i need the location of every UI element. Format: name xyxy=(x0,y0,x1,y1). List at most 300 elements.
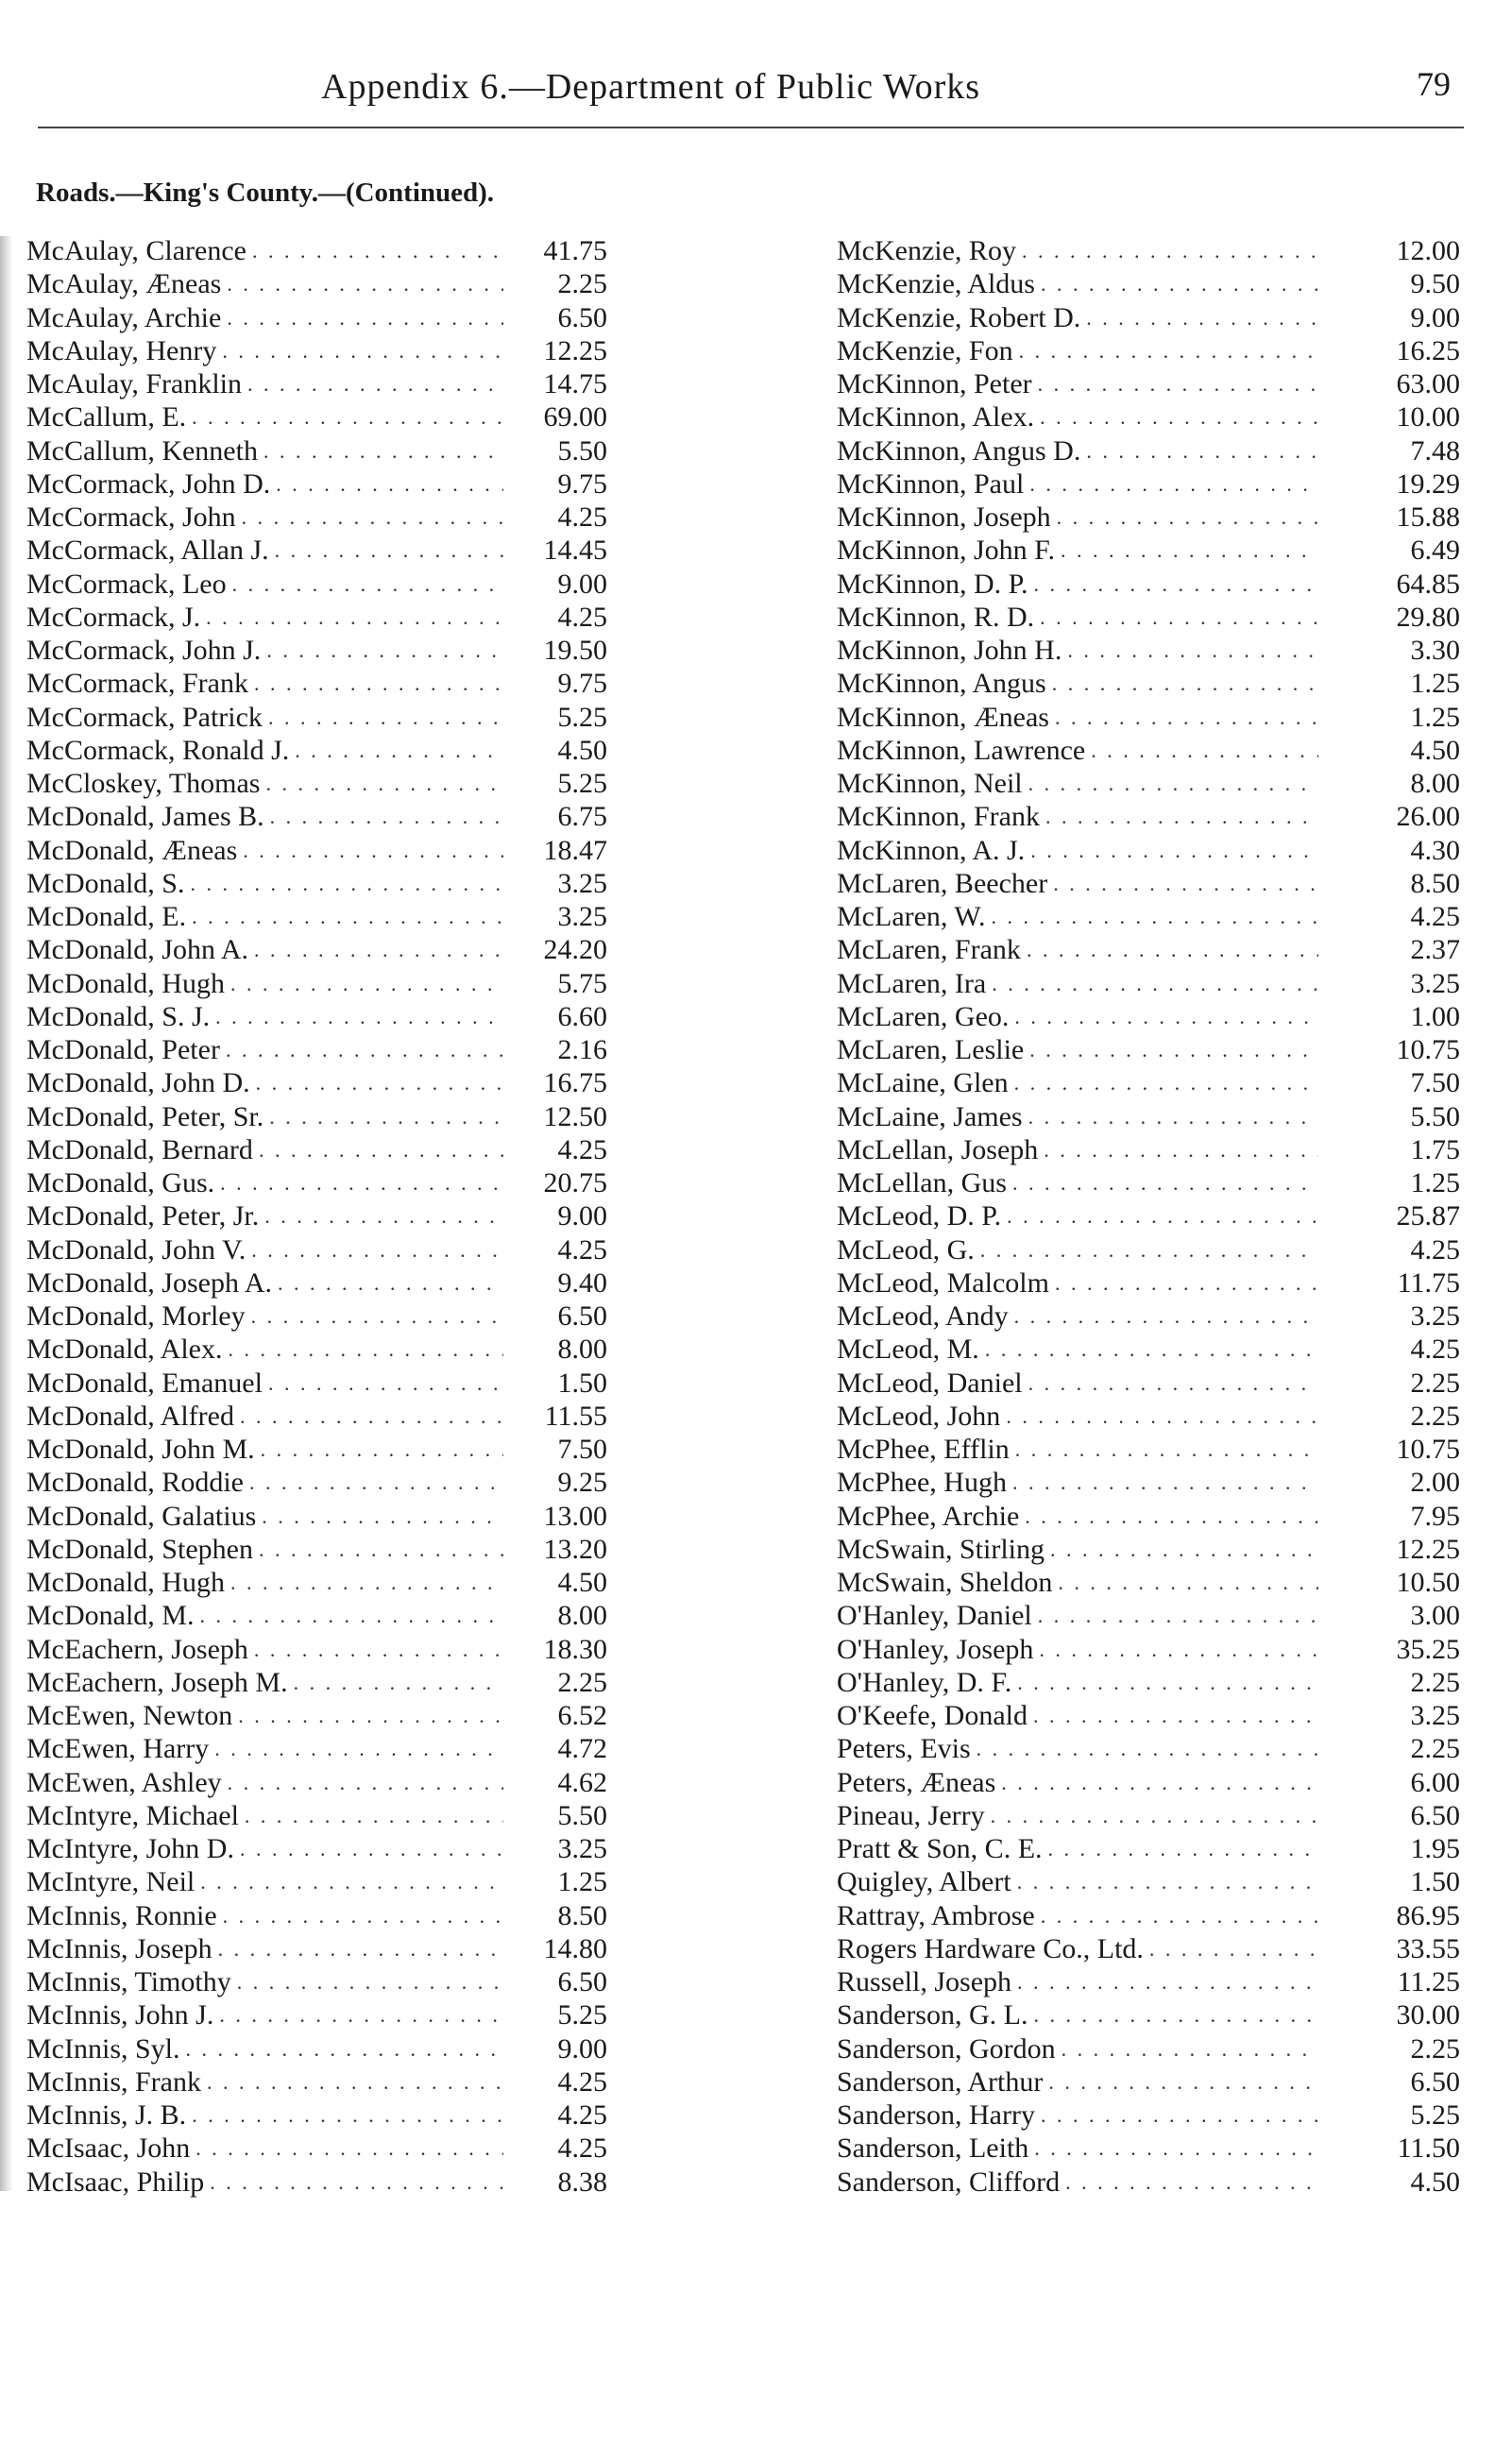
dot-leader xyxy=(1017,1666,1318,1699)
payee-name: McIntyre, Neil xyxy=(26,1866,195,1898)
payee-name: McLeod, Malcolm xyxy=(837,1266,1049,1299)
entry-name-cell xyxy=(26,568,503,601)
payee-name: Sanderson, Arthur xyxy=(837,2065,1044,2098)
entry-name-cell xyxy=(837,667,1318,700)
payment-amount: 9.00 xyxy=(1410,301,1460,333)
entry-name-cell xyxy=(837,2132,1318,2165)
payee-name: McInnis, J. B. xyxy=(26,2099,187,2131)
list-item xyxy=(26,900,659,933)
payment-amount: 86.95 xyxy=(1396,1899,1460,1931)
dot-leader xyxy=(191,867,504,900)
entry-name-cell xyxy=(26,234,503,267)
payment-amount: 3.25 xyxy=(557,901,607,932)
dot-leader xyxy=(1028,1100,1318,1133)
payee-name: McKinnon, Æneas xyxy=(837,701,1049,733)
entry-name-cell xyxy=(837,1699,1318,1732)
dot-leader xyxy=(227,267,503,300)
entry-name-cell xyxy=(26,534,503,567)
list-item xyxy=(837,467,1470,501)
dot-leader xyxy=(275,534,503,567)
payment-amount: 11.75 xyxy=(1397,1266,1460,1299)
dot-leader xyxy=(1012,1466,1318,1499)
list-item xyxy=(26,301,659,334)
list-item xyxy=(26,367,659,400)
dot-leader xyxy=(230,967,503,1000)
list-item xyxy=(837,334,1470,367)
payee-name: Peters, Evis xyxy=(837,1733,971,1765)
dot-leader xyxy=(276,467,503,501)
list-item xyxy=(837,1633,1470,1666)
payment-amount: 26.00 xyxy=(1396,801,1460,833)
dot-leader xyxy=(1038,367,1318,400)
entry-name-cell xyxy=(837,334,1318,367)
payee-name: McDonald, M. xyxy=(26,1600,195,1632)
payment-amount: 6.50 xyxy=(1410,1799,1460,1831)
payee-name: McAulay, Henry xyxy=(26,334,217,366)
entry-name-cell xyxy=(26,301,503,334)
entry-name-cell xyxy=(837,1133,1318,1166)
payee-name: McCormack, John xyxy=(26,501,236,533)
entry-name-cell xyxy=(26,2065,503,2099)
dot-leader xyxy=(1055,1266,1318,1300)
page-edge-shadow xyxy=(0,236,13,2191)
payment-amount: 5.25 xyxy=(1410,2099,1460,2131)
payment-amount: 4.25 xyxy=(557,501,607,533)
dot-leader xyxy=(1019,334,1318,367)
entry-name-cell xyxy=(26,601,503,634)
entry-name-cell xyxy=(26,1865,503,1898)
payment-amount: 6.00 xyxy=(1410,1766,1460,1798)
payment-amount: 7.48 xyxy=(1410,434,1460,467)
payee-name: McCallum, E. xyxy=(26,401,187,433)
dot-leader xyxy=(264,1199,503,1232)
list-item xyxy=(26,1133,659,1166)
payee-name: McLeod, G. xyxy=(837,1233,975,1266)
list-item xyxy=(26,1699,659,1732)
entry-name-cell xyxy=(837,1732,1318,1765)
payee-name: McKinnon, Joseph xyxy=(837,501,1051,533)
payment-amount: 9.00 xyxy=(557,1200,607,1232)
entry-name-cell xyxy=(837,301,1318,334)
entry-name-cell xyxy=(26,2166,503,2199)
dot-leader xyxy=(223,1899,503,1932)
payee-name: Sanderson, Clifford xyxy=(837,2166,1061,2198)
entry-name-cell xyxy=(26,1233,503,1266)
payment-amount: 14.45 xyxy=(543,535,607,567)
list-item xyxy=(837,1533,1470,1566)
payment-amount: 4.25 xyxy=(557,2065,607,2098)
list-item xyxy=(837,1266,1470,1300)
dot-leader xyxy=(991,900,1318,933)
dot-leader xyxy=(254,933,503,966)
dot-leader xyxy=(268,701,503,734)
payment-amount: 2.00 xyxy=(1410,1467,1460,1499)
dot-leader xyxy=(1001,1766,1318,1799)
entry-name-cell xyxy=(837,634,1318,667)
entry-name-cell xyxy=(26,2032,503,2065)
dot-leader xyxy=(199,1599,503,1632)
dot-leader xyxy=(242,501,503,534)
entry-name-cell xyxy=(837,1932,1318,1965)
payment-amount: 1.25 xyxy=(557,1866,607,1898)
payment-amount: 8.38 xyxy=(557,2166,607,2198)
dot-leader xyxy=(1061,534,1318,567)
entry-name-cell xyxy=(837,1033,1318,1066)
dot-leader xyxy=(259,1533,503,1566)
dot-leader xyxy=(1091,734,1318,767)
payee-name: McInnis, Syl. xyxy=(26,2032,180,2065)
list-item xyxy=(837,967,1470,1000)
list-item xyxy=(26,1433,659,1466)
dot-leader xyxy=(220,1166,503,1199)
entry-name-cell xyxy=(26,267,503,300)
payee-name: McKinnon, John F. xyxy=(837,535,1055,567)
list-item xyxy=(837,1599,1470,1632)
payee-name: Pineau, Jerry xyxy=(837,1799,985,1831)
dot-leader xyxy=(238,1699,503,1732)
dot-leader xyxy=(206,601,503,634)
list-item xyxy=(837,434,1470,467)
payee-name: McLeod, D. P. xyxy=(837,1200,1002,1232)
dot-leader xyxy=(1044,1133,1318,1166)
payee-name: McAulay, Æneas xyxy=(26,268,222,300)
dot-leader xyxy=(1041,1899,1318,1932)
payment-amount: 1.25 xyxy=(1410,668,1460,700)
payee-name: McIntyre, Michael xyxy=(26,1799,239,1831)
list-item xyxy=(26,1566,659,1599)
dot-leader xyxy=(1029,467,1318,501)
payment-amount: 41.75 xyxy=(543,235,607,266)
entry-name-cell xyxy=(837,1266,1318,1300)
entry-name-cell xyxy=(26,1000,503,1033)
dot-leader xyxy=(1022,234,1318,267)
entry-name-cell xyxy=(26,1533,503,1566)
entry-name-cell xyxy=(837,1367,1318,1400)
dot-leader xyxy=(1028,767,1318,800)
entry-name-cell xyxy=(837,1400,1318,1433)
list-item xyxy=(837,1965,1470,1998)
payee-name: McIntyre, John D. xyxy=(26,1833,234,1864)
entry-name-cell xyxy=(26,867,503,900)
payee-name: Pratt & Son, C. E. xyxy=(837,1833,1043,1864)
payment-amount: 2.25 xyxy=(1410,1733,1460,1765)
payee-name: McDonald, Bernard xyxy=(26,1133,253,1165)
payee-name: McKinnon, Angus xyxy=(837,668,1046,700)
payee-name: Rattray, Ambrose xyxy=(837,1899,1035,1931)
list-item xyxy=(837,1466,1470,1499)
payment-amount: 11.25 xyxy=(1397,1966,1460,1997)
payment-amount: 9.40 xyxy=(557,1266,607,1299)
dot-leader xyxy=(1033,1699,1318,1732)
payee-name: McDonald, Alfred xyxy=(26,1400,234,1432)
list-item xyxy=(837,1699,1470,1732)
dot-leader xyxy=(232,568,503,601)
entry-name-cell xyxy=(837,1766,1318,1799)
list-item xyxy=(837,1799,1470,1832)
list-item xyxy=(26,834,659,867)
payment-amount: 1.75 xyxy=(1410,1133,1460,1165)
dot-leader xyxy=(1045,800,1318,833)
entry-name-cell xyxy=(26,1899,503,1932)
payee-name: McDonald, E. xyxy=(26,901,187,932)
entry-name-cell xyxy=(26,734,503,767)
payment-amount: 9.50 xyxy=(1410,268,1460,300)
entry-name-cell xyxy=(837,701,1318,734)
payee-name: McKinnon, Frank xyxy=(837,801,1040,833)
dot-leader xyxy=(261,1433,503,1466)
dot-leader xyxy=(249,1466,503,1499)
list-item xyxy=(26,2032,659,2065)
dot-leader xyxy=(1017,1865,1318,1898)
payee-name: McEwen, Newton xyxy=(26,1700,233,1731)
dot-leader xyxy=(985,1333,1318,1366)
entry-name-cell xyxy=(26,1367,503,1400)
entry-name-cell xyxy=(26,1832,503,1865)
entry-name-cell xyxy=(26,1400,503,1433)
payment-amount: 2.25 xyxy=(1410,1367,1460,1399)
list-item xyxy=(837,301,1470,334)
list-item xyxy=(26,867,659,900)
list-item xyxy=(837,634,1470,667)
payment-amount: 63.00 xyxy=(1396,368,1460,399)
payment-amount: 1.00 xyxy=(1410,1000,1460,1032)
list-item xyxy=(837,534,1470,567)
page-header xyxy=(0,57,1512,113)
list-item xyxy=(26,1000,659,1033)
dot-leader xyxy=(222,334,503,367)
dot-leader xyxy=(1029,1033,1318,1066)
payment-amount: 4.25 xyxy=(1410,1233,1460,1266)
payee-name: McAulay, Clarence xyxy=(26,235,246,266)
payee-name: McCormack, Ronald J. xyxy=(26,734,290,766)
dot-leader xyxy=(256,1066,503,1099)
entry-name-cell xyxy=(26,434,503,467)
list-item xyxy=(26,967,659,1000)
payment-amount: 4.25 xyxy=(557,1233,607,1266)
payee-name: Quigley, Albert xyxy=(837,1866,1011,1898)
payment-amount: 3.25 xyxy=(1410,1300,1460,1332)
payment-amount: 4.25 xyxy=(1410,1334,1460,1366)
payment-amount: 12.50 xyxy=(543,1100,607,1132)
dot-leader xyxy=(268,1367,503,1400)
dot-leader xyxy=(252,234,503,267)
entry-name-cell xyxy=(26,900,503,933)
payee-name: Sanderson, Harry xyxy=(837,2099,1035,2131)
list-item xyxy=(837,1899,1470,1932)
dot-leader xyxy=(1050,1533,1318,1566)
payment-amount: 6.75 xyxy=(557,801,607,833)
payment-amount: 11.55 xyxy=(544,1400,607,1432)
dot-leader xyxy=(215,1000,503,1033)
list-item xyxy=(26,1100,659,1133)
payment-amount: 1.95 xyxy=(1410,1833,1460,1864)
dot-leader xyxy=(237,1965,503,1998)
payment-amount: 4.25 xyxy=(1410,901,1460,932)
payment-amount: 6.49 xyxy=(1410,535,1460,567)
list-item xyxy=(837,1367,1470,1400)
payment-amount: 1.50 xyxy=(1410,1866,1460,1898)
entry-name-cell xyxy=(837,734,1318,767)
dot-leader xyxy=(247,367,503,400)
dot-leader xyxy=(263,434,503,467)
payment-amount: 69.00 xyxy=(543,401,607,433)
entry-name-cell xyxy=(837,1066,1318,1099)
payee-name: McDonald, Morley xyxy=(26,1300,246,1332)
entry-name-cell xyxy=(26,834,503,867)
payee-name: McDonald, Stephen xyxy=(26,1533,253,1565)
payment-amount: 3.25 xyxy=(557,1833,607,1864)
list-item xyxy=(26,434,659,467)
dot-leader xyxy=(243,834,503,867)
entry-name-cell xyxy=(837,1566,1318,1599)
list-item xyxy=(837,1566,1470,1599)
list-item xyxy=(837,1766,1470,1799)
list-item xyxy=(837,1100,1470,1133)
list-item xyxy=(837,2032,1470,2065)
list-item xyxy=(26,1766,659,1799)
payment-amount: 6.50 xyxy=(557,1966,607,1997)
payee-name: McKinnon, Lawrence xyxy=(837,734,1086,766)
payment-amount: 35.25 xyxy=(1396,1633,1460,1665)
list-item xyxy=(26,1965,659,1998)
entry-name-cell xyxy=(837,967,1318,1000)
payee-name: McLaren, Geo. xyxy=(837,1000,1010,1032)
list-item xyxy=(26,1166,659,1199)
payment-amount: 10.75 xyxy=(1396,1034,1460,1065)
payment-amount: 64.85 xyxy=(1396,568,1460,600)
entry-name-cell xyxy=(26,2132,503,2165)
payee-name: McLeod, Andy xyxy=(837,1300,1009,1332)
payment-amount: 9.00 xyxy=(557,2032,607,2065)
list-item xyxy=(837,701,1470,734)
list-item xyxy=(26,1033,659,1066)
payee-name: McCormack, Patrick xyxy=(26,701,263,733)
payee-name: McAulay, Archie xyxy=(26,301,222,333)
payment-amount: 12.25 xyxy=(543,334,607,366)
payee-name: McEwen, Harry xyxy=(26,1733,210,1765)
dot-leader xyxy=(1025,1500,1318,1533)
payment-amount: 18.30 xyxy=(543,1633,607,1665)
list-item xyxy=(26,1233,659,1266)
dot-leader xyxy=(1040,400,1318,433)
entry-name-cell xyxy=(26,634,503,667)
payment-amount: 8.50 xyxy=(1410,867,1460,899)
payment-amount: 1.50 xyxy=(557,1367,607,1399)
dot-leader xyxy=(1086,301,1318,334)
dot-leader xyxy=(254,1633,503,1666)
list-item xyxy=(26,2065,659,2099)
payment-amount: 5.25 xyxy=(557,768,607,799)
dot-leader xyxy=(245,1799,503,1832)
payee-name: McKenzie, Fon xyxy=(837,334,1013,366)
dot-leader xyxy=(226,1033,503,1066)
payee-name: McIsaac, John xyxy=(26,2133,191,2165)
payee-name: McDonald, Hugh xyxy=(26,1567,225,1598)
list-item xyxy=(837,400,1470,433)
dot-leader xyxy=(230,1566,503,1599)
entry-name-cell xyxy=(837,2065,1318,2099)
entry-name-cell xyxy=(26,1965,503,1998)
dot-leader xyxy=(195,2132,503,2165)
list-item xyxy=(26,1865,659,1898)
payment-amount: 15.88 xyxy=(1396,501,1460,533)
payee-name: McCormack, Frank xyxy=(26,668,248,700)
dot-leader xyxy=(295,734,503,767)
payee-name: McLeod, M. xyxy=(837,1334,979,1366)
payee-name: McKenzie, Robert D. xyxy=(837,301,1081,333)
entry-name-cell xyxy=(26,1766,503,1799)
entry-name-cell xyxy=(837,800,1318,833)
list-item xyxy=(26,1633,659,1666)
dot-leader xyxy=(1057,501,1318,534)
payee-name: McKinnon, A. J. xyxy=(837,834,1026,866)
dot-leader xyxy=(240,1400,503,1433)
payment-amount: 2.25 xyxy=(1410,2032,1460,2065)
payee-name: McKinnon, Neil xyxy=(837,768,1023,799)
dot-leader xyxy=(200,1865,503,1898)
payee-name: McEachern, Joseph M. xyxy=(26,1666,288,1698)
entry-name-cell xyxy=(837,1333,1318,1366)
payee-name: McEachern, Joseph xyxy=(26,1633,248,1665)
payment-amount: 4.50 xyxy=(1410,734,1460,766)
payment-amount: 9.00 xyxy=(557,568,607,600)
list-item xyxy=(26,1998,659,2031)
entry-name-cell xyxy=(837,601,1318,634)
payee-name: McDonald, Joseph A. xyxy=(26,1266,272,1299)
entry-name-cell xyxy=(26,501,503,534)
payment-amount: 9.75 xyxy=(557,467,607,500)
list-item xyxy=(26,601,659,634)
payment-amount: 5.25 xyxy=(557,1999,607,2031)
list-item xyxy=(26,1466,659,1499)
right-column-list xyxy=(837,234,1470,2199)
entry-name-cell xyxy=(837,867,1318,900)
entry-name-cell xyxy=(837,367,1318,400)
payment-amount: 16.75 xyxy=(543,1067,607,1099)
payment-amount: 4.25 xyxy=(557,601,607,633)
list-item xyxy=(26,2166,659,2199)
payment-amount: 6.60 xyxy=(557,1000,607,1032)
dot-leader xyxy=(1014,1066,1318,1099)
entry-name-cell xyxy=(837,2032,1318,2065)
dot-leader xyxy=(980,1233,1318,1266)
list-item xyxy=(26,734,659,767)
entry-name-cell xyxy=(26,1433,503,1466)
list-item xyxy=(837,1998,1470,2031)
dot-leader xyxy=(1149,1932,1318,1965)
payment-amount: 14.80 xyxy=(543,1932,607,1964)
list-item xyxy=(26,534,659,567)
list-item xyxy=(837,1832,1470,1865)
dot-leader xyxy=(269,1100,503,1133)
list-item xyxy=(837,2132,1470,2165)
entry-name-cell xyxy=(837,900,1318,933)
entry-name-cell xyxy=(26,667,503,700)
dot-leader xyxy=(294,1666,503,1699)
list-item xyxy=(26,234,659,267)
payee-name: McDonald, S. xyxy=(26,867,185,899)
entry-name-cell xyxy=(26,1500,503,1533)
list-item xyxy=(837,267,1470,300)
payment-amount: 4.25 xyxy=(557,2099,607,2131)
entry-name-cell xyxy=(26,967,503,1000)
entry-name-cell xyxy=(26,800,503,833)
entry-name-cell xyxy=(837,1166,1318,1199)
list-item xyxy=(26,1932,659,1965)
list-item xyxy=(26,1400,659,1433)
dot-leader xyxy=(1058,1566,1318,1599)
entry-name-cell xyxy=(837,568,1318,601)
